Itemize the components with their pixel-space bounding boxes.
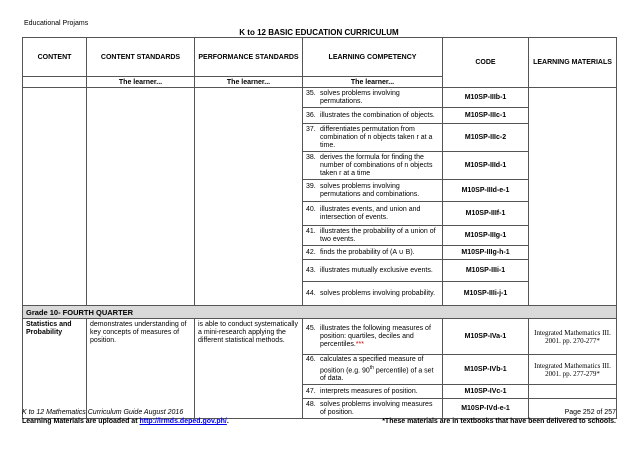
stars-marker: *** — [355, 340, 364, 348]
organization-label: Educational Projams — [24, 20, 89, 27]
competency-cell: 37. differentiates permutation from combination of n objects taken r at a time. — [303, 124, 443, 152]
code-cell: M10SP-IIIg-1 — [443, 226, 529, 246]
col-header-learning-competency: LEARNING COMPETENCY — [303, 38, 443, 77]
materials-cell: Integrated Mathematics III. 2001. pp. 277-279* — [529, 355, 617, 385]
competency-cell: 48. solves problems involving measures of position. — [303, 399, 443, 419]
page-number: Page 252 of 257 — [564, 409, 616, 416]
upload-note: Learning Materials are uploaded at http://lrmds.deped.gov.ph/. — [22, 418, 229, 425]
table-row — [23, 319, 617, 355]
performance-standards-cell: is able to conduct systematically a mini-research applying the different statistical methods. — [195, 319, 303, 419]
quarter-row — [23, 306, 617, 319]
lrmds-link[interactable]: http://lrmds.deped.gov.ph/ — [139, 418, 227, 425]
curriculum-table — [22, 37, 617, 419]
quarter-label: Grade 10- FOURTH QUARTER — [23, 306, 617, 319]
code-cell: M10SP-IIIc-2 — [443, 124, 529, 152]
empty-content-cell — [23, 88, 87, 306]
performance-subheader: The learner... — [195, 77, 303, 88]
col-header-code: CODE — [443, 38, 529, 88]
standards-subheader: The learner... — [87, 77, 195, 88]
col-header-content-standards: CONTENT STANDARDS — [87, 38, 195, 77]
competency-cell: 36. illustrates the combination of objects. — [303, 108, 443, 124]
competency-cell: 41. illustrates the probability of a union of two events. — [303, 226, 443, 246]
code-cell: M10SP-IIIc-1 — [443, 108, 529, 124]
col-header-content: CONTENT — [23, 38, 87, 77]
col-header-learning-materials: LEARNING MATERIALS — [529, 38, 617, 88]
content-cell-statistics: Statistics and Probability — [23, 319, 87, 419]
code-cell: M10SP-IIIf-1 — [443, 202, 529, 226]
footer-right — [382, 408, 616, 426]
content-subheader — [23, 77, 87, 88]
code-cell: M10SP-IVd-e-1 — [443, 399, 529, 419]
textbook-note: *These materials are in textbooks that have been delivered to schools. — [382, 418, 616, 425]
competency-subheader: The learner... — [303, 77, 443, 88]
competency-cell: 44. solves problems involving probability. — [303, 282, 443, 306]
code-cell: M10SP-IIId-e-1 — [443, 180, 529, 202]
footer-left — [22, 408, 229, 426]
competency-cell: 45. illustrates the following measures of position: quartiles, deciles and percentiles.*** — [303, 319, 443, 355]
page-title: K to 12 BASIC EDUCATION CURRICULUM — [239, 28, 399, 37]
empty-standards-cell — [87, 88, 195, 306]
code-cell: M10SP-IIIi-j-1 — [443, 282, 529, 306]
code-cell: M10SP-IVa-1 — [443, 319, 529, 355]
empty-materials-cell — [529, 88, 617, 306]
materials-cell: Integrated Mathematics III. 2001. pp. 270-277* — [529, 319, 617, 355]
content-standards-cell: demonstrates understanding of key concepts of measures of position. — [87, 319, 195, 419]
competency-cell: 47. interprets measures of position. — [303, 385, 443, 399]
empty-performance-cell — [195, 88, 303, 306]
code-cell: M10SP-IIId-1 — [443, 152, 529, 180]
competency-cell: 39. solves problems involving permutations and combinations. — [303, 180, 443, 202]
competency-cell: 38. derives the formula for finding the number of combinations of n objects taken r at a time — [303, 152, 443, 180]
competency-cell: 35. solves problems involving permutations. — [303, 88, 443, 108]
table-row — [23, 88, 617, 108]
competency-cell: 46. calculates a specified measure of position (e.g. 90th percentile) of a set of data. — [303, 355, 443, 385]
code-cell: M10SP-IVc-1 — [443, 385, 529, 399]
competency-cell: 43. illustrates mutually exclusive events. — [303, 260, 443, 282]
materials-cell — [529, 385, 617, 399]
code-cell: M10SP-IIIb-1 — [443, 88, 529, 108]
code-cell: M10SP-IVb-1 — [443, 355, 529, 385]
col-header-performance-standards: PERFORMANCE STANDARDS — [195, 38, 303, 77]
competency-cell: 42. finds the probability of (A ∪ B). — [303, 246, 443, 260]
code-cell: M10SP-IIIi-1 — [443, 260, 529, 282]
competency-cell: 40. illustrates events, and union and intersection of events. — [303, 202, 443, 226]
code-cell: M10SP-IIIg-h-1 — [443, 246, 529, 260]
curriculum-guide-label: K to 12 Mathematics Curriculum Guide August 2016 — [22, 409, 184, 416]
